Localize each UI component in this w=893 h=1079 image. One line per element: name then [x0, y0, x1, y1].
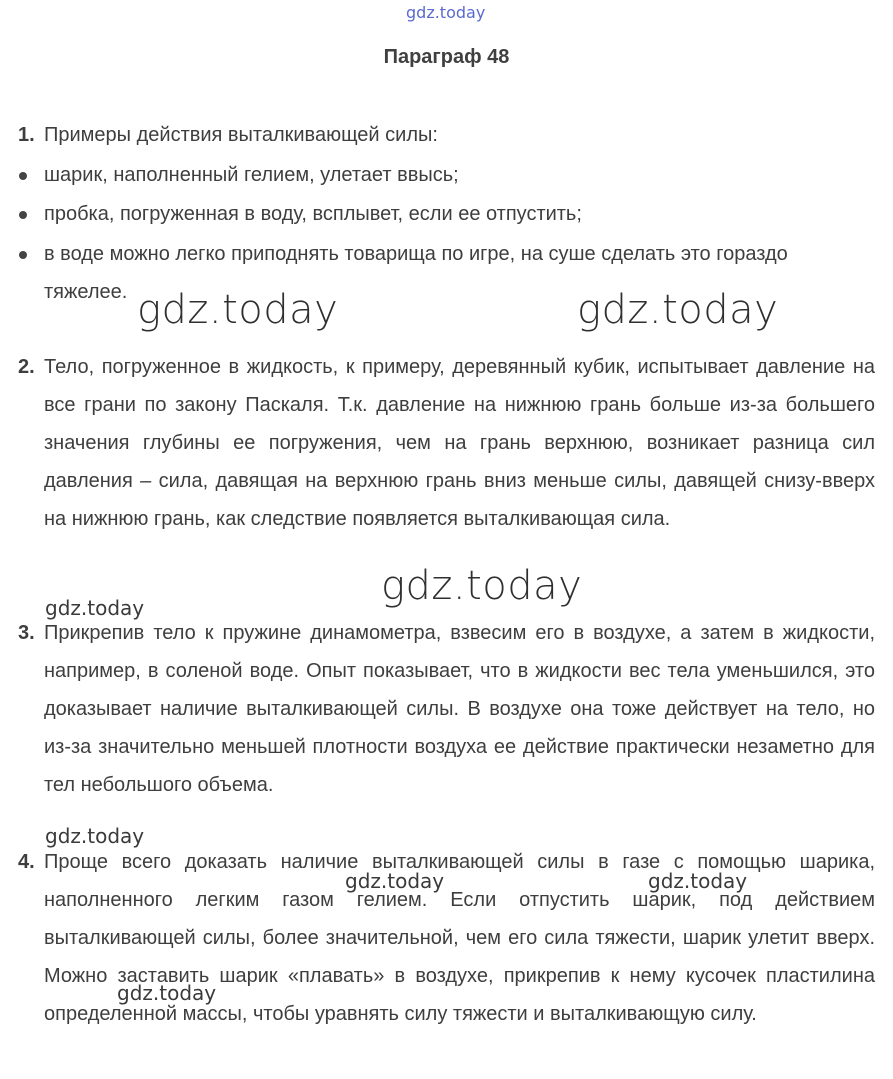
bullet-icon — [19, 172, 27, 180]
page-title: Параграф 48 — [383, 46, 510, 68]
watermark-small: gdz.today — [345, 869, 445, 893]
watermark-large: gdz.today — [381, 563, 583, 609]
watermark-small: gdz.today — [648, 869, 748, 893]
watermark-large: gdz.today — [137, 287, 339, 333]
item-text-3: Прикрепив тело к пружине динамометра, взвесим его в воздухе, а затем в жидкости, например, в соленой воде. Опыт показывает, что в жидкости вес тела уменьшился, это доказывает наличие выталкивающей силы. В воздухе она тоже действует на тело, но из-за значительно меньшей плотности воздуха ее действие практически незаметно для тел небольшого объема. — [44, 622, 875, 796]
bullet-item-2: пробка, погруженная в воду, всплывет, если ее отпустить; — [44, 203, 582, 225]
item-text-4: Проще всего доказать наличие выталкивающей силы в газе с помощью шарика, наполненного легким газом гелием. Если отпустить шарик, под действием выталкивающей силы, более значительной, чем его сила тяжести, шарик улетит вверх. Можно заставить шарик «плавать» в воздухе, прикрепив к нему кусочек пластилина определенной массы, чтобы уравнять силу тяжести и выталкивающую силу. — [44, 851, 875, 1025]
item-number-3: 3. — [18, 622, 35, 644]
watermark-large: gdz.today — [577, 287, 779, 333]
watermark-small: gdz.today — [45, 824, 145, 848]
item-text-1: Примеры действия выталкивающей силы: — [44, 124, 438, 146]
bullet-item-1: шарик, наполненный гелием, улетает ввысь; — [44, 164, 459, 186]
item-number-4: 4. — [18, 851, 35, 873]
item-text-2: Тело, погруженное в жидкость, к примеру, деревянный кубик, испытывает давление на все грани по закону Паскаля. Т.к. давление на нижнюю грань больше из-за большего значения глубины ее погружения, чем на грань верхнюю, возникает разница сил давления – сила, давящая на верхнюю грань вниз меньше силы, давящей снизу-вверх на нижнюю грань, как следствие появляется выталкивающая сила. — [44, 356, 875, 530]
item-number-1: 1. — [18, 124, 35, 146]
bullet-icon — [19, 251, 27, 259]
bullet-item-3: в воде можно легко приподнять товарища по игре, на суше сделать это гораздо тяжелее. — [44, 243, 788, 303]
watermark-small: gdz.today — [117, 981, 217, 1005]
watermark-small: gdz.today — [45, 596, 145, 620]
watermark-top: gdz.today — [406, 3, 486, 22]
bullet-icon — [19, 211, 27, 219]
item-number-2: 2. — [18, 356, 35, 378]
